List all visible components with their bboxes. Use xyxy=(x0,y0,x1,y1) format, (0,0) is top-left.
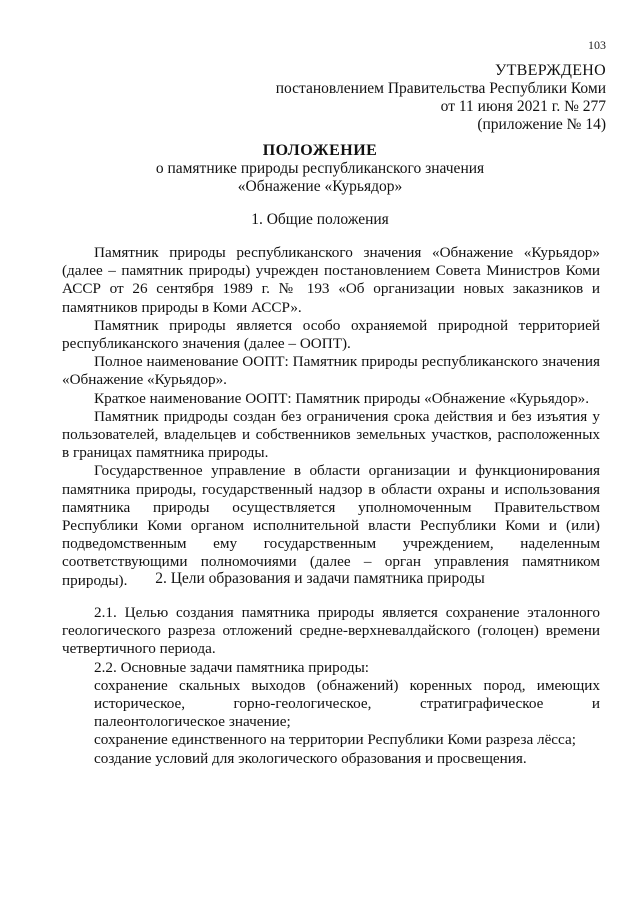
paragraph: Краткое наименование ООПТ: Памятник природы «Обнажение «Курьядор». xyxy=(94,389,590,407)
document-subtitle: «Обнажение «Курьядор» xyxy=(237,178,403,195)
page-number: 103 xyxy=(588,38,606,52)
list-item: сохранение единственного на территории Республики Коми разреза лёсса; xyxy=(94,731,576,749)
document-title: ПОЛОЖЕНИЕ xyxy=(262,142,378,159)
section-heading: 2. Цели образования и задачи памятника природы xyxy=(155,570,485,587)
paragraph: Государственное управление в области организации и функционирования памятника природы, государственный надзор в области охраны и использования памятника природы осуществляется уполномоченным Правительством Республики Коми органом исполнительной власти Республики Коми и (или) подведомственным ему государственным учреждением, наделенным соответствующими полномочиями (далее – орган управления памятником природы). xyxy=(62,462,600,589)
approval-line: постановлением Правительства Республики Коми xyxy=(275,80,606,97)
section-body xyxy=(62,244,600,590)
paragraph: Памятник природы республиканского значения «Обнажение «Курьядор» (далее – памятник природы) учрежден постановлением Совета Министров Коми АССР от 26 сентября 1989 г. № 193 «Об организации новых заказников и памятников природы в Коми АССР». xyxy=(62,244,600,316)
list-item: сохранение скальных выходов (обнажений) коренных пород, имеющих историческое, горно-геологическое, стратиграфическое и палеонтологическое значение; xyxy=(94,676,600,731)
paragraph: Памятник природы является особо охраняемой природной территорией республиканского значения (далее – ООПТ). xyxy=(62,316,600,353)
section-heading: 1. Общие положения xyxy=(251,211,389,228)
approval-stamp: УТВЕРЖДЕНО xyxy=(494,62,606,79)
document-subtitle: о памятнике природы республиканского значения xyxy=(155,160,485,177)
approval-block xyxy=(276,62,606,134)
paragraph: 2.1. Целью создания памятника природы является сохранение эталонного геологического разреза отложений средне-верхневалдайского (голоцен) времени четвертичного периода. xyxy=(62,604,600,658)
title-block xyxy=(0,142,640,196)
paragraph: Полное наименование ООПТ: Памятник природы республиканского значения «Обнажение «Курьядор». xyxy=(62,353,600,389)
paragraph: Памятник придроды создан без ограничения срока действия и без изъятия у пользователей, владельцев и собственников земельных участков, расположенных в границах памятника природы. xyxy=(62,407,600,462)
approval-line: от 11 июня 2021 г. № 277 xyxy=(440,98,606,115)
paragraph: 2.2. Основные задачи памятника природы: xyxy=(94,658,370,676)
list-item: создание условий для экологического образования и просвещения. xyxy=(94,749,527,767)
approval-line: (приложение № 14) xyxy=(477,116,606,133)
section-body xyxy=(62,604,600,768)
